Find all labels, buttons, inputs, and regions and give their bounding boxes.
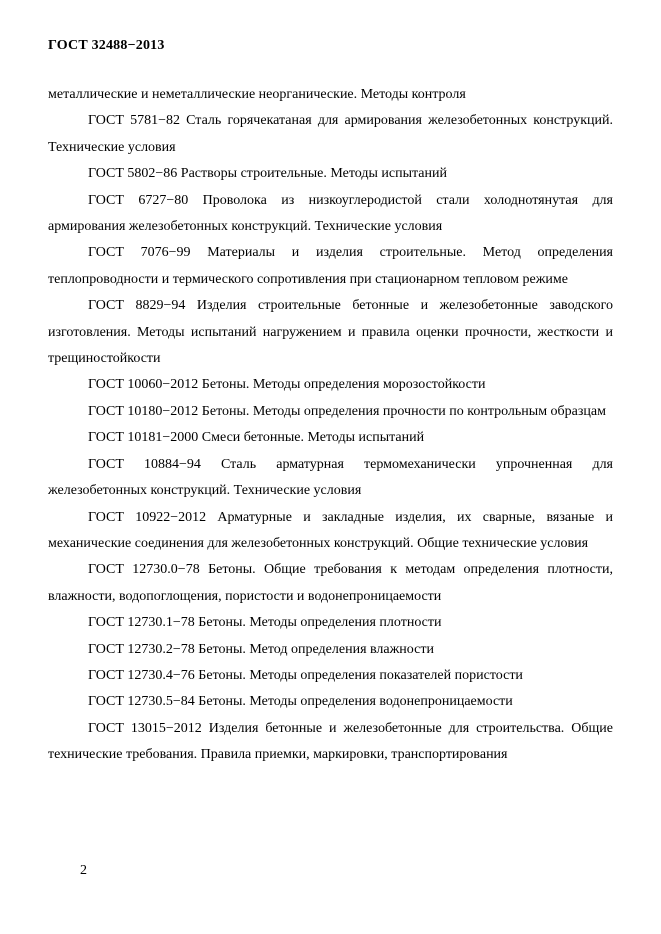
reference-gost-10922: ГОСТ 10922−2012 Арматурные и закладные изделия, их сварные, вязаные и механические соединения для железобетонных конструкций. Общие технические условия [48, 509, 613, 551]
reference-gost-10181: ГОСТ 10181−2000 Смеси бетонные. Методы испытаний [88, 430, 425, 446]
reference-gost-10060: ГОСТ 10060−2012 Бетоны. Методы определения морозостойкости [88, 377, 486, 393]
reference-gost-12730-2: ГОСТ 12730.2−78 Бетоны. Метод определения влажности [88, 641, 434, 657]
reference-gost-7076: ГОСТ 7076−99 Материалы и изделия строительные. Метод определения теплопроводности и термического сопротивления при стационарном тепловом режиме [48, 245, 613, 287]
reference-gost-5781: ГОСТ 5781−82 Сталь горячекатаная для армирования железобетонных конструкций. Технические условия [48, 113, 613, 155]
page-number: 2 [80, 863, 87, 878]
reference-gost-10884: ГОСТ 10884−94 Сталь арматурная термомеханически упрочненная для железобетонных конструкций. Технические условия [48, 456, 613, 499]
reference-gost-6727: ГОСТ 6727−80 Проволока из низкоуглеродистой стали холоднотянутая для армирования железобетонных конструкций. Технические условия [48, 192, 613, 235]
reference-gost-12730-0: ГОСТ 12730.0−78 Бетоны. Общие требования к методам определения плотности, влажности, водопоглощения, пористости и водонепроницаемости [48, 562, 613, 604]
reference-gost-12730-1: ГОСТ 12730.1−78 Бетоны. Методы определения плотности [88, 615, 442, 631]
document-header: ГОСТ 32488−2013 [48, 38, 165, 53]
reference-gost-13015: ГОСТ 13015−2012 Изделия бетонные и железобетонные для строительства. Общие технические требования. Правила приемки, маркировки, транспортирования [48, 720, 613, 763]
reference-gost-12730-5: ГОСТ 12730.5−84 Бетоны. Методы определения водонепроницаемости [88, 694, 513, 710]
paragraph-continuation: металлические и неметаллические неорганические. Методы контроля [48, 87, 466, 102]
reference-gost-8829: ГОСТ 8829−94 Изделия строительные бетонные и железобетонные заводского изготовления. Методы испытаний нагружением и правила оценки прочности, жесткости и трещиностойкости [48, 298, 613, 367]
reference-gost-12730-4: ГОСТ 12730.4−76 Бетоны. Методы определения показателей пористости [88, 667, 523, 683]
normative-references-list [48, 82, 613, 769]
reference-gost-10180: ГОСТ 10180−2012 Бетоны. Методы определения прочности по контрольным образцам [88, 403, 606, 419]
reference-gost-5802: ГОСТ 5802−86 Растворы строительные. Методы испытаний [88, 166, 447, 182]
